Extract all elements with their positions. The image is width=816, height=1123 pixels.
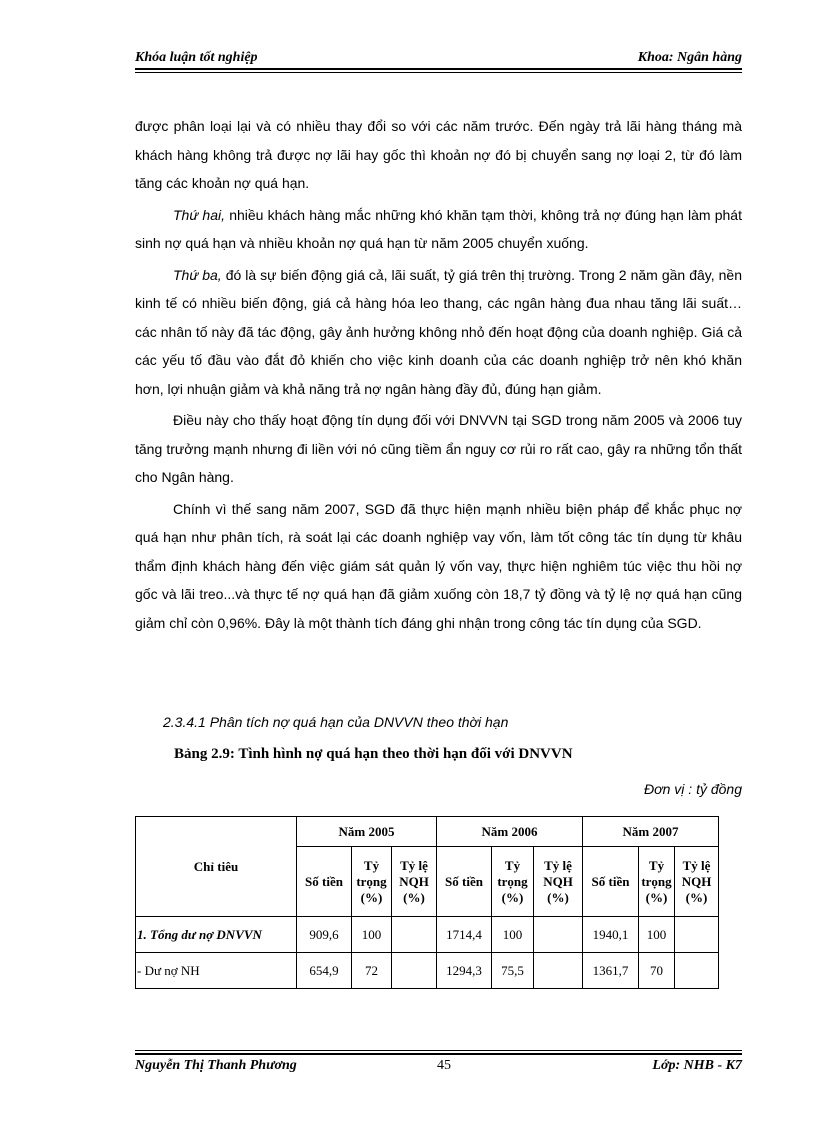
sub-header-share: Tỷ trọng (%): [352, 847, 392, 917]
paragraph-3: Thứ ba, đó là sự biến động giá cả, lãi suất, tỷ giá trên thị trường. Trong 2 năm gần đây, nền kinh tế có nhiều biến động, giá cả hàng hóa leo thang, các ngân hàng đua nhau tăng lãi suất…các nhân tố này đã tác động, gây ảnh hưởng không nhỏ đến hoạt động của doanh nghiệp. Giá cả các yếu tố đầu vào đắt đỏ khiến cho việc kinh doanh của các doanh nghiệp trở nên khó khăn hơn, lợi nhuận giảm và khả năng trả nợ ngân hàng đầy đủ, đúng hạn giảm.: [135, 266, 742, 397]
sub-header-amount: Số tiền: [583, 847, 639, 917]
table-caption: Bảng 2.9: Tình hình nợ quá hạn theo thời hạn đối với DNVVN: [174, 746, 573, 762]
table-cell: [675, 953, 719, 989]
year-2007-header: Năm 2007: [583, 817, 719, 847]
table-cell: 70: [639, 953, 675, 989]
page-number: 45: [437, 1058, 451, 1073]
sub-header-amount: Số tiền: [297, 847, 352, 917]
body-text: [135, 112, 742, 640]
table-cell: 1361,7: [583, 953, 639, 989]
paragraph-4: Điều này cho thấy hoạt động tín dụng đối với DNVVN tại SGD trong năm 2005 và 2006 tuy tăng trưởng mạnh nhưng đi liền với nó cũng tiềm ẩn nguy cơ rủi ro rất cao, gây ra những tổn thất cho Ngân hàng.: [135, 412, 742, 485]
table-row: [136, 953, 719, 989]
footer-author: Nguyễn Thị Thanh Phương: [135, 1058, 297, 1073]
row-label: 1. Tổng dư nợ DNVVN: [136, 917, 297, 953]
table-cell: [392, 953, 437, 989]
table-cell: 100: [639, 917, 675, 953]
header-thesis-title: Khóa luận tốt nghiệp: [135, 50, 258, 65]
table-cell: 100: [352, 917, 392, 953]
footer-rule: [135, 1050, 742, 1051]
sub-header-npl-ratio: Tỷ lệ NQH (%): [675, 847, 719, 917]
sub-header-amount: Số tiền: [437, 847, 492, 917]
table-cell: [534, 917, 583, 953]
sub-header-npl-ratio: Tỷ lệ NQH (%): [392, 847, 437, 917]
paragraph-1: được phân loại lại và có nhiều thay đổi so với các năm trước. Đến ngày trả lãi hàng tháng mà khách hàng không trả được nợ lãi hay gốc thì khoản nợ đó bị chuyển sang nợ loại 2, từ đó làm tăng các khoản nợ quá hạn.: [135, 118, 742, 191]
table-cell: 909,6: [297, 917, 352, 953]
row-header-cell: Chỉ tiêu: [136, 817, 297, 917]
paragraph-5: Chính vì thế sang năm 2007, SGD đã thực hiện mạnh nhiều biện pháp để khắc phục nợ quá hạn như phân tích, rà soát lại các doanh nghiệp vay vốn, làm tốt công tác tín dụng từ khâu thẩm định khách hàng đến việc giám sát quản lý vốn vay, thực hiện nghiêm túc việc thu hồi nợ gốc và lãi treo...và thực tế nợ quá hạn đã giảm xuống còn 18,7 tỷ đồng và tỷ lệ nợ quá hạn cũng giảm chỉ còn 0,96%. Đây là một thành tích đáng ghi nhận trong công tác tín dụng của SGD.: [135, 500, 742, 631]
header-rule: [135, 72, 742, 73]
page-header: [135, 48, 742, 70]
header-faculty: Khoa: Ngân hàng: [637, 50, 742, 65]
year-2006-header: Năm 2006: [437, 817, 583, 847]
table-cell: [534, 953, 583, 989]
year-2005-header: Năm 2005: [297, 817, 437, 847]
footer-rule-thick: [135, 1053, 742, 1055]
table-unit: Đơn vị : tỷ đồng: [644, 781, 742, 797]
table-row: [136, 917, 719, 953]
footer-class: Lớp: NHB - K7: [652, 1058, 742, 1073]
table-cell: [675, 917, 719, 953]
sub-header-share: Tỷ trọng (%): [492, 847, 534, 917]
table-cell: 1294,3: [437, 953, 492, 989]
paragraph-2: Thứ hai, nhiều khách hàng mắc những khó khăn tạm thời, không trả nợ đúng hạn làm phát sinh nợ quá hạn và nhiều khoản nợ quá hạn từ năm 2005 chuyển xuống.: [135, 206, 742, 251]
sub-header-npl-ratio: Tỷ lệ NQH (%): [534, 847, 583, 917]
table-cell: 1714,4: [437, 917, 492, 953]
table-cell: 654,9: [297, 953, 352, 989]
debt-table: [135, 816, 719, 989]
sub-header-share: Tỷ trọng (%): [639, 847, 675, 917]
table-cell: [392, 917, 437, 953]
table-cell: 75,5: [492, 953, 534, 989]
section-heading: 2.3.4.1 Phân tích nợ quá hạn của DNVVN theo thời hạn: [163, 714, 509, 730]
table-cell: 72: [352, 953, 392, 989]
table-cell: 100: [492, 917, 534, 953]
row-label: - Dư nợ NH: [136, 953, 297, 989]
table-cell: 1940,1: [583, 917, 639, 953]
